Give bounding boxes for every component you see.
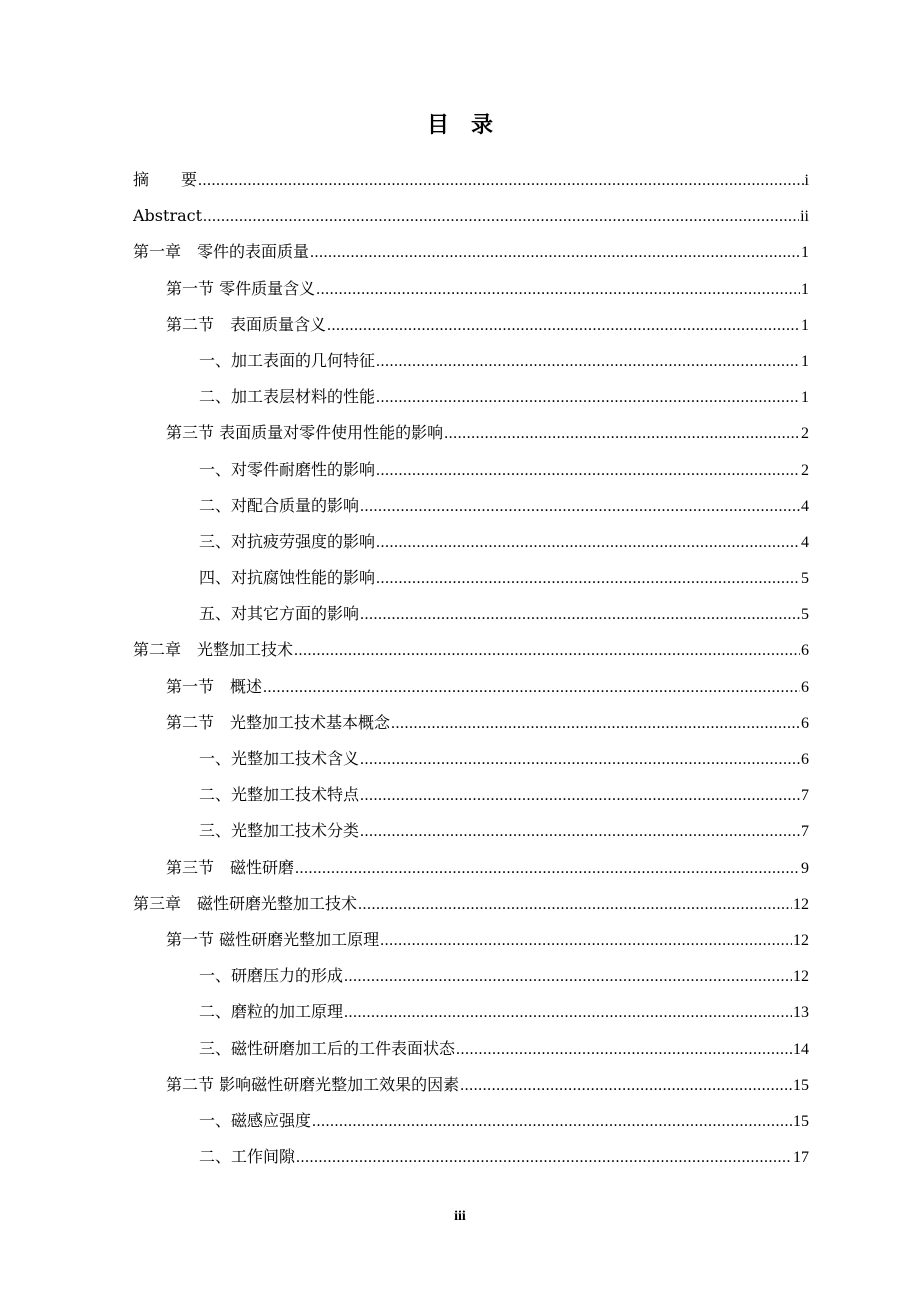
- dot-leader: [294, 633, 800, 669]
- toc-entry-label: 第一节 磁性研磨光整加工原理: [166, 929, 380, 949]
- toc-entry-page: 15: [793, 1112, 809, 1130]
- dot-leader: [376, 344, 800, 380]
- toc-entry[interactable]: [133, 850, 809, 886]
- toc-entry-label: 三、磁性研磨加工后的工件表面状态: [199, 1038, 456, 1058]
- toc-entry[interactable]: [133, 1031, 809, 1067]
- toc-entry[interactable]: [133, 560, 809, 596]
- toc-entry-page: ii: [800, 208, 809, 226]
- toc-entry-label: 三、对抗疲劳强度的影响: [199, 531, 376, 551]
- toc-entry[interactable]: [133, 452, 809, 488]
- toc-entry[interactable]: [133, 1067, 809, 1103]
- toc-entry-page: 7: [801, 787, 809, 805]
- page-number: iii: [454, 1209, 466, 1224]
- dot-leader: [391, 706, 800, 742]
- toc-entry-page: 6: [801, 751, 809, 768]
- toc-entry-page: 4: [801, 497, 809, 515]
- toc-entry-label: 第二章 光整加工技术: [133, 640, 294, 660]
- toc-entry-label: 一、加工表面的几何特征: [199, 350, 376, 370]
- dot-leader: [344, 995, 792, 1031]
- toc-entry-label: 三、光整加工技术分类: [199, 821, 360, 841]
- dot-leader: [380, 923, 792, 959]
- toc-entry[interactable]: [133, 705, 809, 741]
- dot-leader: [376, 525, 800, 561]
- toc-entry-page: 5: [801, 606, 809, 624]
- toc-entry-page: 1: [801, 280, 809, 298]
- dot-leader: [460, 1068, 792, 1104]
- toc-entry[interactable]: [133, 596, 809, 632]
- toc-entry[interactable]: [133, 669, 809, 705]
- dot-leader: [360, 742, 800, 778]
- toc-entry[interactable]: [133, 162, 809, 198]
- dot-leader: [198, 163, 804, 199]
- toc-entry-label: 一、对零件耐磨性的影响: [199, 459, 376, 479]
- toc-entry-page: 2: [801, 425, 809, 443]
- toc-entry-label: 二、磨粒的加工原理: [199, 1002, 344, 1022]
- dot-leader: [316, 272, 800, 308]
- dot-leader: [376, 453, 800, 489]
- toc-entry[interactable]: [133, 307, 809, 343]
- toc-entry[interactable]: [133, 632, 809, 668]
- toc-entry-label: 二、工作间隙: [199, 1147, 296, 1167]
- toc-entry-page: 9: [801, 859, 809, 877]
- dot-leader: [360, 597, 800, 633]
- toc-entry-label: 二、加工表层材料的性能: [199, 387, 376, 407]
- toc-entry[interactable]: [133, 415, 809, 451]
- toc-entry[interactable]: [133, 198, 809, 234]
- toc-entry-page: 15: [793, 1076, 809, 1094]
- toc-entry-label: 第二节 表面质量含义: [166, 314, 327, 334]
- dot-leader: [203, 199, 799, 235]
- dot-leader: [327, 308, 800, 344]
- toc-entry-page: 14: [793, 1040, 809, 1058]
- toc-entry-label: 一、光整加工技术含义: [199, 749, 360, 768]
- toc-entry-label: 第二节 影响磁性研磨光整加工效果的因素: [166, 1074, 460, 1094]
- toc-entry[interactable]: [133, 922, 809, 958]
- toc-entry-page: 1: [801, 316, 809, 334]
- toc-entry-page: 5: [801, 570, 809, 588]
- toc-entry-page: 1: [801, 389, 809, 407]
- toc-entry-page: 4: [801, 533, 809, 551]
- toc-entry-label: 一、研磨压力的形成: [199, 966, 344, 986]
- toc-entry-label: 五、对其它方面的影响: [199, 604, 360, 624]
- toc-entry-page: 12: [793, 968, 809, 986]
- dot-leader: [376, 380, 800, 416]
- toc-entry-page: 7: [801, 823, 809, 841]
- dot-leader: [312, 1104, 792, 1140]
- toc-entry-page: 12: [793, 931, 809, 949]
- dot-leader: [296, 1140, 792, 1176]
- toc-entry-label: 第一节 概述: [166, 676, 263, 696]
- toc-entry[interactable]: [133, 994, 809, 1030]
- toc-entry-label: 第三节 磁性研磨: [166, 857, 295, 877]
- toc-entry-page: 1: [801, 352, 809, 370]
- toc-entry-page: 6: [801, 678, 809, 696]
- dot-leader: [456, 1032, 792, 1068]
- toc-entry-label: 第一章 零件的表面质量: [133, 242, 310, 262]
- page-title: 目 录: [426, 112, 493, 138]
- toc-entry[interactable]: [133, 886, 809, 922]
- dot-leader: [358, 887, 792, 923]
- dot-leader: [263, 670, 800, 706]
- toc-entry-label: 第三节 表面质量对零件使用性能的影响: [166, 423, 444, 443]
- toc-entry[interactable]: [133, 271, 809, 307]
- toc-entry-label: 二、对配合质量的影响: [199, 495, 360, 515]
- dot-leader: [360, 489, 800, 525]
- toc-entry-label: 第二节 光整加工技术基本概念: [166, 712, 391, 732]
- toc-entry-label: 第一节 零件质量含义: [166, 278, 316, 298]
- toc-entry-page: 2: [801, 461, 809, 479]
- toc-entry-label: Abstract: [133, 206, 203, 226]
- toc-entry-label: 第三章 磁性研磨光整加工技术: [133, 893, 358, 913]
- toc-entry-page: 6: [801, 642, 809, 660]
- toc-entry[interactable]: [133, 343, 809, 379]
- dot-leader: [360, 778, 800, 814]
- dot-leader: [344, 959, 792, 995]
- table-of-contents: [133, 162, 809, 1175]
- toc-entry[interactable]: [133, 741, 809, 777]
- toc-entry-page: i: [804, 172, 809, 189]
- toc-entry[interactable]: [133, 1103, 809, 1139]
- dot-leader: [376, 561, 800, 597]
- toc-entry[interactable]: [133, 813, 809, 849]
- toc-entry[interactable]: [133, 234, 809, 270]
- toc-entry-label: 二、光整加工技术特点: [199, 785, 360, 805]
- toc-entry[interactable]: [133, 777, 809, 813]
- toc-entry-page: 13: [793, 1004, 809, 1022]
- dot-leader: [295, 851, 800, 887]
- toc-entry[interactable]: [133, 379, 809, 415]
- toc-entry-label: 摘 要: [133, 170, 198, 189]
- toc-entry-label: 四、对抗腐蚀性能的影响: [199, 568, 376, 588]
- toc-entry[interactable]: [133, 524, 809, 560]
- toc-entry-page: 1: [801, 244, 809, 262]
- toc-entry[interactable]: [133, 488, 809, 524]
- toc-entry-label: 一、磁感应强度: [199, 1110, 312, 1130]
- toc-entry[interactable]: [133, 1139, 809, 1175]
- dot-leader: [360, 814, 800, 850]
- dot-leader: [310, 235, 800, 271]
- toc-entry-page: 6: [801, 714, 809, 732]
- toc-entry-page: 17: [793, 1149, 809, 1167]
- toc-entry-page: 12: [793, 895, 809, 913]
- toc-entry[interactable]: [133, 958, 809, 994]
- dot-leader: [444, 416, 800, 452]
